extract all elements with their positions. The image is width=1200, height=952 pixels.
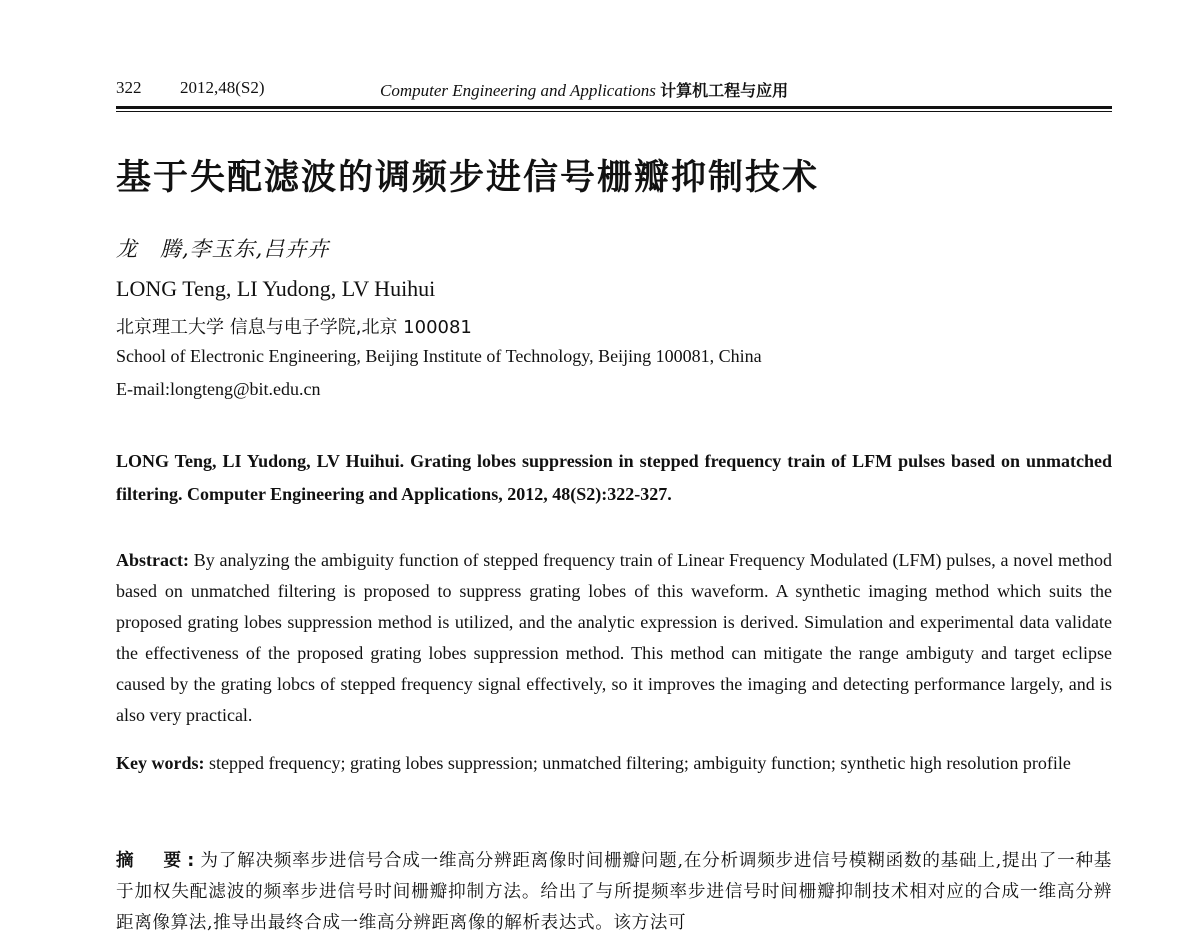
affiliation-cn: 北京理工大学 信息与电子学院,北京 100081	[116, 317, 472, 338]
abstract-label: Abstract:	[116, 550, 189, 570]
issue-info: 2012,48(S2)	[180, 78, 265, 97]
keywords-en	[116, 748, 1112, 779]
keywords-text: stepped frequency; grating lobes suppression; unmatched filtering; ambiguity function; synthetic high resolution profile	[204, 753, 1071, 773]
page-number: 322	[116, 78, 142, 97]
header-rule-thin	[116, 111, 1112, 112]
journal-name	[380, 78, 788, 101]
abstract-cn-text: 为了解决频率步进信号合成一维高分辨距离像时间栅瓣问题,在分析调频步进信号模糊函数的基础上,提出了一种基于加权失配滤波的频率步进信号时间栅瓣抑制方法。给出了与所提频率步进信号时间栅瓣抑制技术相对应的合成一维高分辨距离像算法,推导出最终合成一维高分辨距离像的解析表达式。该方法可	[116, 851, 1112, 933]
authors-cn: 龙 腾,李玉东,吕卉卉	[116, 237, 330, 261]
abstract-text: By analyzing the ambiguity function of stepped frequency train of Linear Frequency Modulated (LFM) pulses, a novel method based on unmatched filtering is proposed to suppress grating lobes of this waveform. A synthetic imaging method which suits the proposed grating lobes suppression method is utilized, and the analytic expression is derived. Simulation and experimental data validate the effectiveness of the proposed grating lobes suppression method. This method can mitigate the range ambiguty and target eclipse caused by the grating lobcs of stepped frequency signal effectively, so it improves the imaging and detecting performance largely, and is also very practical.	[116, 550, 1112, 725]
citation: LONG Teng, LI Yudong, LV Huihui. Grating lobes suppression in stepped frequency train of LFM pulses based on unmatched filtering. Computer Engineering and Applications, 2012, 48(S2):322-327.	[116, 451, 1112, 504]
abstract-cn	[116, 846, 1112, 939]
journal-name-en: Computer Engineering and Applications	[380, 81, 656, 100]
affiliation-en: School of Electronic Engineering, Beijing Institute of Technology, Beijing 100081, China	[116, 346, 762, 366]
journal-name-cn: 计算机工程与应用	[660, 81, 789, 100]
abstract-cn-label: 摘 要:	[116, 851, 201, 871]
paper-title: 基于失配滤波的调频步进信号栅瓣抑制技术	[116, 158, 820, 198]
running-header	[116, 78, 1112, 102]
abstract-en	[116, 545, 1112, 731]
author-email: E-mail:longteng@bit.edu.cn	[116, 379, 321, 399]
header-rule-thick	[116, 106, 1112, 109]
keywords-label: Key words:	[116, 753, 205, 773]
authors-en: LONG Teng, LI Yudong, LV Huihui	[116, 276, 436, 301]
